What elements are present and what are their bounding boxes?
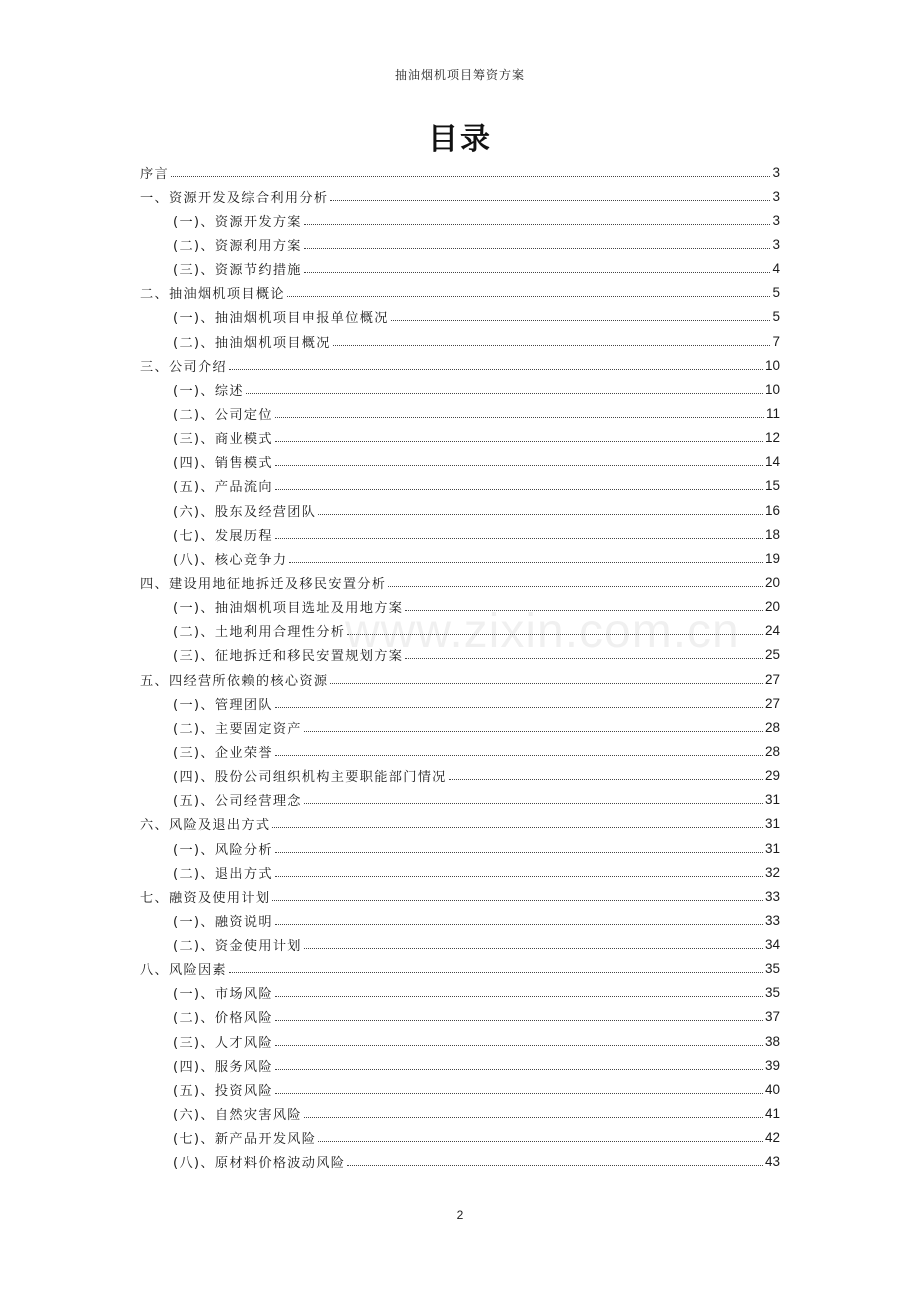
- toc-entry-page-number: 10: [764, 357, 780, 373]
- toc-subsection-entry[interactable]: [140, 619, 780, 643]
- toc-entry-label: (六)、自然灾害风险: [173, 1108, 302, 1124]
- toc-entry-page-number: 3: [772, 188, 780, 204]
- toc-subsection-entry[interactable]: [140, 257, 780, 281]
- toc-section-entry[interactable]: [140, 184, 780, 208]
- toc-section-entry[interactable]: [140, 160, 780, 184]
- toc-entry-label: (六)、股东及经营团队: [173, 504, 317, 520]
- toc-entry-label: (二)、资金使用计划: [173, 939, 302, 955]
- toc-subsection-entry[interactable]: [140, 788, 780, 812]
- toc-entry-page-number: 5: [772, 285, 780, 301]
- toc-entry-page-number: 3: [772, 212, 780, 228]
- toc-entry-page-number: 16: [764, 502, 780, 518]
- toc-entry-label: 五、四经营所依赖的核心资源: [140, 673, 329, 689]
- toc-entry-label: (七)、发展历程: [173, 528, 273, 544]
- toc-subsection-entry[interactable]: [140, 1101, 780, 1125]
- running-header: 抽油烟机项目筹资方案: [394, 68, 525, 82]
- toc-dot-leader: [304, 803, 763, 804]
- toc-entry-label: (二)、土地利用合理性分析: [173, 625, 346, 641]
- toc-dot-leader: [347, 634, 763, 635]
- toc-entry-label: (五)、公司经营理念: [173, 794, 302, 810]
- toc-dot-leader: [275, 1093, 763, 1094]
- toc-section-entry[interactable]: [140, 281, 780, 305]
- toc-dot-leader: [275, 852, 763, 853]
- toc-dot-leader: [275, 417, 764, 418]
- toc-dot-leader: [391, 320, 771, 321]
- toc-entry-page-number: 10: [764, 381, 780, 397]
- toc-dot-leader: [275, 996, 763, 997]
- toc-subsection-entry[interactable]: [140, 329, 780, 353]
- toc-subsection-entry[interactable]: [140, 1077, 780, 1101]
- toc-subsection-entry[interactable]: [140, 474, 780, 498]
- toc-dot-leader: [318, 1141, 763, 1142]
- toc-dot-leader: [229, 369, 763, 370]
- toc-dot-leader: [275, 538, 763, 539]
- page-title: 目录: [428, 122, 492, 157]
- toc-entry-page-number: 31: [764, 816, 780, 832]
- toc-subsection-entry[interactable]: [140, 595, 780, 619]
- toc-entry-label: (一)、市场风险: [173, 987, 273, 1003]
- toc-subsection-entry[interactable]: [140, 498, 780, 522]
- toc-entry-label: (一)、管理团队: [173, 697, 273, 713]
- toc-section-entry[interactable]: [140, 957, 780, 981]
- toc-dot-leader: [272, 900, 763, 901]
- toc-dot-leader: [275, 755, 763, 756]
- toc-subsection-entry[interactable]: [140, 401, 780, 425]
- toc-entry-label: (三)、资源节约措施: [173, 263, 302, 279]
- toc-entry-page-number: 40: [764, 1081, 780, 1097]
- toc-entry-page-number: 35: [764, 985, 780, 1001]
- toc-subsection-entry[interactable]: [140, 377, 780, 401]
- toc-dot-leader: [275, 441, 763, 442]
- toc-entry-page-number: 27: [764, 695, 780, 711]
- toc-entry-label: 序言: [140, 166, 169, 182]
- toc-subsection-entry[interactable]: [140, 836, 780, 860]
- toc-entry-page-number: 14: [764, 454, 780, 470]
- table-of-contents: [140, 160, 780, 1174]
- toc-entry-label: (一)、抽油烟机项目申报单位概况: [173, 311, 389, 327]
- toc-subsection-entry[interactable]: [140, 1005, 780, 1029]
- toc-entry-page-number: 43: [764, 1154, 780, 1170]
- toc-entry-label: (八)、原材料价格波动风险: [173, 1156, 346, 1172]
- toc-section-entry[interactable]: [140, 570, 780, 594]
- toc-entry-page-number: 24: [764, 623, 780, 639]
- toc-entry-label: (二)、价格风险: [173, 1011, 273, 1027]
- toc-entry-page-number: 18: [764, 526, 780, 542]
- toc-subsection-entry[interactable]: [140, 1053, 780, 1077]
- watermark: www.zixin.com.cn: [345, 605, 740, 658]
- toc-entry-label: 六、风险及退出方式: [140, 818, 271, 834]
- toc-dot-leader: [246, 393, 763, 394]
- toc-dot-leader: [318, 514, 763, 515]
- toc-subsection-entry[interactable]: [140, 546, 780, 570]
- toc-subsection-entry[interactable]: [140, 1126, 780, 1150]
- toc-dot-leader: [333, 345, 771, 346]
- toc-entry-label: (五)、投资风险: [173, 1083, 273, 1099]
- toc-dot-leader: [330, 683, 763, 684]
- toc-dot-leader: [275, 1020, 763, 1021]
- toc-entry-page-number: 33: [764, 912, 780, 928]
- toc-entry-page-number: 20: [764, 574, 780, 590]
- toc-entry-label: (一)、综述: [173, 383, 244, 399]
- toc-entry-label: (二)、资源利用方案: [173, 238, 302, 254]
- toc-entry-page-number: 41: [764, 1106, 780, 1122]
- toc-entry-page-number: 42: [764, 1130, 780, 1146]
- toc-dot-leader: [304, 948, 763, 949]
- toc-section-entry[interactable]: [140, 667, 780, 691]
- toc-dot-leader: [275, 707, 763, 708]
- page-number: 2: [456, 1208, 464, 1222]
- toc-dot-leader: [272, 827, 763, 828]
- toc-entry-page-number: 35: [764, 961, 780, 977]
- toc-entry-label: (二)、抽油烟机项目概况: [173, 335, 331, 351]
- toc-entry-page-number: 27: [764, 671, 780, 687]
- toc-entry-page-number: 19: [764, 550, 780, 566]
- toc-subsection-entry[interactable]: [140, 933, 780, 957]
- toc-entry-label: 四、建设用地征地拆迁及移民安置分析: [140, 576, 387, 592]
- toc-entry-label: (八)、核心竞争力: [173, 552, 288, 568]
- toc-dot-leader: [171, 176, 771, 177]
- toc-entry-page-number: 39: [764, 1057, 780, 1073]
- toc-dot-leader: [304, 1117, 763, 1118]
- toc-entry-label: (四)、销售模式: [173, 456, 273, 472]
- toc-entry-label: (三)、企业荣誉: [173, 745, 273, 761]
- toc-entry-label: 七、融资及使用计划: [140, 890, 271, 906]
- toc-entry-page-number: 3: [772, 236, 780, 252]
- toc-entry-label: (三)、商业模式: [173, 432, 273, 448]
- toc-subsection-entry[interactable]: [140, 908, 780, 932]
- toc-dot-leader: [275, 876, 763, 877]
- toc-entry-page-number: 34: [764, 937, 780, 953]
- toc-entry-page-number: 5: [772, 309, 780, 325]
- toc-dot-leader: [405, 610, 763, 611]
- toc-subsection-entry[interactable]: [140, 764, 780, 788]
- toc-entry-label: (三)、征地拆迁和移民安置规划方案: [173, 649, 404, 665]
- toc-subsection-entry[interactable]: [140, 208, 780, 232]
- toc-subsection-entry[interactable]: [140, 1029, 780, 1053]
- toc-entry-page-number: 31: [764, 840, 780, 856]
- toc-entry-label: 三、公司介绍: [140, 359, 227, 375]
- toc-dot-leader: [275, 1069, 763, 1070]
- toc-entry-label: (一)、风险分析: [173, 842, 273, 858]
- toc-entry-page-number: 38: [764, 1033, 780, 1049]
- toc-dot-leader: [330, 200, 770, 201]
- toc-dot-leader: [347, 1165, 763, 1166]
- toc-dot-leader: [275, 489, 763, 490]
- toc-subsection-entry[interactable]: [140, 426, 780, 450]
- toc-entry-page-number: 12: [764, 430, 780, 446]
- toc-entry-page-number: 4: [772, 261, 780, 277]
- toc-subsection-entry[interactable]: [140, 739, 780, 763]
- toc-dot-leader: [304, 272, 771, 273]
- toc-entry-page-number: 33: [764, 888, 780, 904]
- toc-entry-label: (一)、抽油烟机项目选址及用地方案: [173, 601, 404, 617]
- toc-entry-label: 二、抽油烟机项目概论: [140, 287, 285, 303]
- toc-entry-page-number: 28: [764, 743, 780, 759]
- toc-entry-label: 一、资源开发及综合利用分析: [140, 190, 329, 206]
- toc-entry-page-number: 25: [764, 647, 780, 663]
- toc-entry-label: (一)、融资说明: [173, 914, 273, 930]
- toc-dot-leader: [304, 731, 763, 732]
- toc-entry-page-number: 28: [764, 719, 780, 735]
- toc-entry-page-number: 20: [764, 599, 780, 615]
- toc-subsection-entry[interactable]: [140, 715, 780, 739]
- toc-entry-label: (二)、退出方式: [173, 866, 273, 882]
- toc-entry-label: 八、风险因素: [140, 963, 227, 979]
- toc-entry-label: (三)、人才风险: [173, 1035, 273, 1051]
- toc-dot-leader: [275, 465, 763, 466]
- toc-subsection-entry[interactable]: [140, 305, 780, 329]
- toc-section-entry[interactable]: [140, 353, 780, 377]
- toc-dot-leader: [304, 224, 771, 225]
- toc-dot-leader: [229, 972, 763, 973]
- toc-entry-label: (二)、公司定位: [173, 407, 273, 423]
- toc-dot-leader: [289, 562, 763, 563]
- toc-entry-label: (五)、产品流向: [173, 480, 273, 496]
- toc-subsection-entry[interactable]: [140, 981, 780, 1005]
- toc-subsection-entry[interactable]: [140, 691, 780, 715]
- toc-dot-leader: [405, 658, 763, 659]
- toc-section-entry[interactable]: [140, 884, 780, 908]
- toc-entry-page-number: 3: [772, 164, 780, 180]
- toc-subsection-entry[interactable]: [140, 860, 780, 884]
- toc-entry-label: (二)、主要固定资产: [173, 721, 302, 737]
- toc-entry-page-number: 29: [764, 768, 780, 784]
- toc-dot-leader: [304, 248, 771, 249]
- toc-dot-leader: [388, 586, 763, 587]
- toc-entry-label: (四)、服务风险: [173, 1059, 273, 1075]
- toc-dot-leader: [287, 296, 771, 297]
- toc-entry-page-number: 15: [764, 478, 780, 494]
- toc-entry-label: (四)、股份公司组织机构主要职能部门情况: [173, 770, 447, 786]
- toc-dot-leader: [449, 779, 763, 780]
- toc-subsection-entry[interactable]: [140, 1150, 780, 1174]
- toc-entry-label: (一)、资源开发方案: [173, 214, 302, 230]
- toc-subsection-entry[interactable]: [140, 232, 780, 256]
- toc-section-entry[interactable]: [140, 812, 780, 836]
- toc-dot-leader: [275, 1045, 763, 1046]
- toc-entry-page-number: 32: [764, 864, 780, 880]
- toc-subsection-entry[interactable]: [140, 643, 780, 667]
- toc-dot-leader: [275, 924, 763, 925]
- toc-entry-label: (七)、新产品开发风险: [173, 1132, 317, 1148]
- toc-entry-page-number: 37: [764, 1009, 780, 1025]
- toc-entry-page-number: 11: [765, 405, 780, 421]
- toc-entry-page-number: 31: [764, 792, 780, 808]
- toc-subsection-entry[interactable]: [140, 522, 780, 546]
- toc-subsection-entry[interactable]: [140, 450, 780, 474]
- toc-entry-page-number: 7: [772, 333, 780, 349]
